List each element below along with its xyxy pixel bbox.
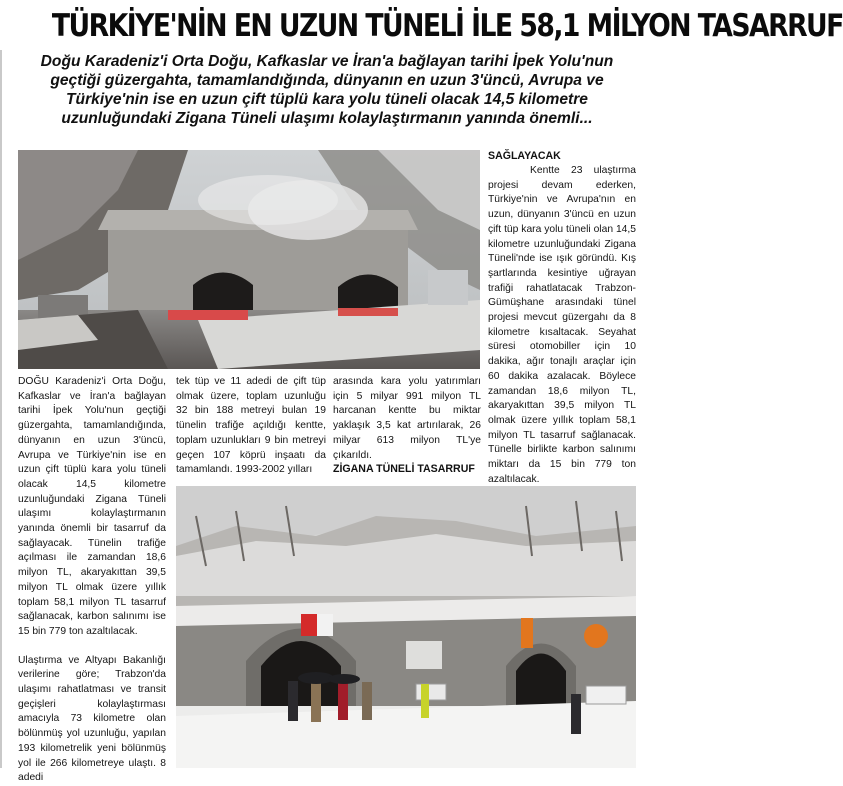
subhead-zigana: ZİGANA TÜNELİ TASARRUF: [333, 463, 475, 475]
left-paragraph-1: DOĞU Karadeniz'i Orta Doğu, Kafkaslar ve İran'a bağlayan tarihi İpek Yolu'nun geçtiği güzergahta, tamamlandığında, dünyanın en uzun 3'üncü, Avrupa ve Türkiye'nin ise en uzun çift tüplü kara yolu tüneli olacak 14,5 kilometre uzunluğundaki Zigana Tüneli ulaşımı kolaylaştırmanın yanında önemli bir tasarruf da sağlayacak. Tünelin trafiğe açılması ile zamandan 18,6 milyon TL, akaryakıttan 39,5 milyon TL olmak üzere yıllık toplam 58,1 milyon TL tasarruf sağlanacak, karbon salınımı ise 15 bin 779 ton azaltılacak.: [18, 376, 166, 637]
right-column-text: [488, 164, 636, 487]
right-paragraph: Kentte 23 ulaştırma projesi devam ederken, Türkiye'nin ve Avrupa'nın en uzun, dünyanın 3'üncü en uzun çift tüp kara yolu tüneli olan 14,5 kilometre uzunluğundaki Zigana Tüneli'nde ise ışık göründü. Kış şartlarında kesintiye uğrayan trafiği rahatlatacak Trabzon-Gümüşhane arasındaki tünel projesi mevcut güzergahı da 8 kilometre kısaltacak. Seyahat süresi otomobiller için 10 dakika, ağır tonajlı araçlar için 60 dakika azalacak. Böylece zamandan 18,6 milyon TL, akaryakıttan 39,5 milyon TL olmak üzere yıllık toplam 58,1 milyon TL tasarruf sağlanacak. Tünelle birlikte karbon salınımı miktarı da 15 bin 779 ton azaltılacak.: [488, 165, 636, 485]
column-rule: [0, 50, 2, 768]
tunnel-construction-photo: [18, 150, 480, 369]
left-column-text: [18, 375, 166, 786]
left-paragraph-2: Ulaştırma ve Altyapı Bakanlığı verilerine göre; Trabzon'da ulaşımı rahatlatması ve transit geçişleri kolaylaştırması amacıyla 73 kilometre olan bölünmüş yol uzunluğu, yapılan 193 kilometrelik yeni bölünmüş yol ile 266 kilometreye ulaştı. 8 adedi: [18, 654, 166, 784]
middle-paragraph: tek tüp ve 11 adedi de çift tüp olmak üzere, toplam uzunluğu 32 bin 188 metreyi bulan 19 tünelin trafiğe açıldığı kentte, toplam uzunlukları 9 bin metreyi geçen 107 köprü inşaatı da tamamlandı. 1993-2002 yılları: [176, 376, 326, 476]
tunnel-entrance-photo: [176, 486, 636, 768]
middle-column-text: [176, 375, 326, 478]
headline: TÜRKİYE'NİN EN UZUN TÜNELİ İLE 58,1 MİLYON TASARRUF: [51, 8, 843, 44]
subhead-saglayacak: SAĞLAYACAK: [488, 150, 561, 162]
middle-column-2-text: [333, 375, 481, 463]
middle-paragraph-2: arasında kara yolu yatırımları için 5 milyar 991 milyon TL harcanan kentte bu miktar yaklaşık 3,5 kat artırılarak, 26 milyar 613 milyon TL'ye çıkarıldı.: [333, 376, 481, 461]
lede: Doğu Karadeniz'i Orta Doğu, Kafkaslar ve İran'a bağlayan tarihi İpek Yolu'nun geçtiği güzergahta, tamamlandığında, dünyanın en uzun 3'üncü, Avrupa ve Türkiye'nin ise en uzun çift tüplü kara yolu tüneli olacak 14,5 kilometre uzunluğundaki Zigana Tüneli ulaşımı kolaylaştırmanın yanında önemli...: [40, 53, 614, 127]
